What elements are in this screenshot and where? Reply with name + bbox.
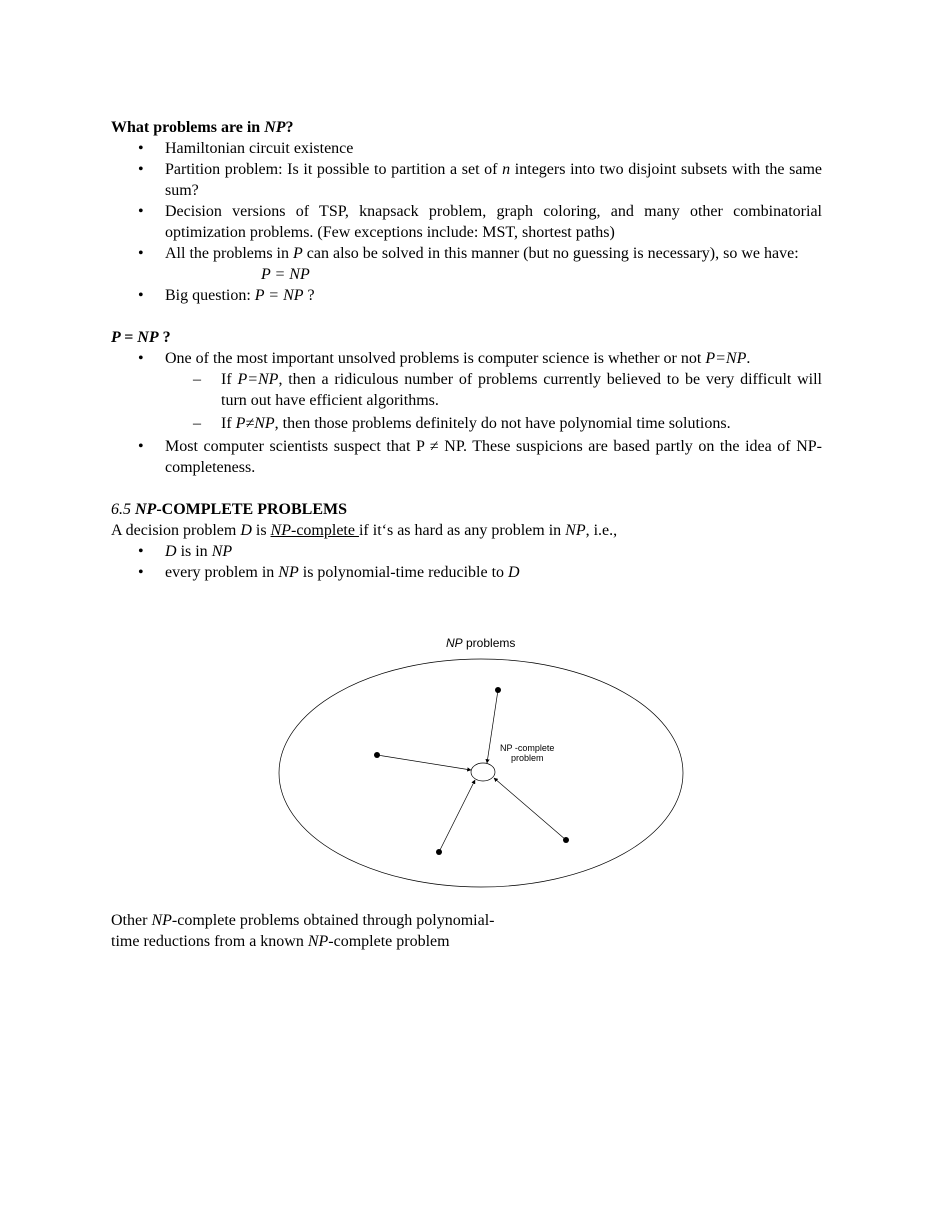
reduction-arrow (494, 778, 566, 840)
list-item: • One of the most important unsolved problems is computer science is whether or not P=NP. – If P=NP, then a ridiculous number of problems currently believed to be very difficult will turn out have efficient algorithms. – If P≠NP, then those problems definitely do not have polynomial time solutions. (111, 348, 822, 434)
footer-text (111, 910, 611, 952)
section-heading-np-complete: 6.5 NP-COMPLETE PROBLEMS (111, 501, 348, 518)
np-complete-label-2: problem (511, 753, 544, 763)
np-complete-definition: A decision problem D is NP-complete if it‘s as hard as any problem in NP, i.e., (111, 522, 618, 539)
list-item: • Most computer scientists suspect that P ≠ NP. These suspicions are based partly on the idea of NP-completeness. (111, 436, 822, 478)
list-item: • every problem in NP is polynomial-time reducible to D (111, 562, 822, 583)
np-complete-node (471, 763, 495, 781)
section-heading-np: What problems are in NP? (111, 119, 294, 136)
list-item: • All the problems in P can also be solved in this manner (but no guessing is necessary), so we have: P = NP (111, 243, 822, 285)
reduction-arrow (377, 755, 471, 770)
np-complete-label: NP -complete (500, 743, 555, 753)
np-problems-label: NP problems (446, 636, 516, 650)
equation: P = NP (261, 266, 310, 283)
sub-list-item: – If P=NP, then a ridiculous number of problems currently believed to be very difficult will turn out have efficient algorithms. (111, 369, 822, 411)
section-heading-p-np: P = NP ? (111, 329, 171, 346)
p-np-list (111, 348, 822, 478)
list-item: • Decision versions of TSP, knapsack problem, graph coloring, and many other combinatorial optimization problems. (Few exceptions include: MST, shortest paths) (111, 201, 822, 243)
list-item: • D is in NP (111, 541, 822, 562)
np-set-ellipse (279, 659, 683, 887)
list-item: • Hamiltonian circuit existence (111, 138, 822, 159)
reduction-arrow (439, 780, 475, 852)
sub-list (111, 369, 822, 434)
np-reduction-diagram (270, 630, 690, 895)
list-item: • Partition problem: Is it possible to partition a set of n integers into two disjoint subsets with the same sum? (111, 159, 822, 201)
list-item: • Big question: P = NP ? (111, 285, 822, 306)
reduction-arrow (487, 690, 498, 763)
sub-list-item: – If P≠NP, then those problems definitely do not have polynomial time solutions. (111, 413, 822, 434)
np-problems-list (111, 138, 822, 306)
footer-line: Other NP-complete problems obtained through polynomial- (111, 912, 495, 929)
footer-line: time reductions from a known NP-complete problem (111, 933, 450, 950)
conditions-list (111, 541, 822, 583)
document-page (111, 117, 822, 583)
